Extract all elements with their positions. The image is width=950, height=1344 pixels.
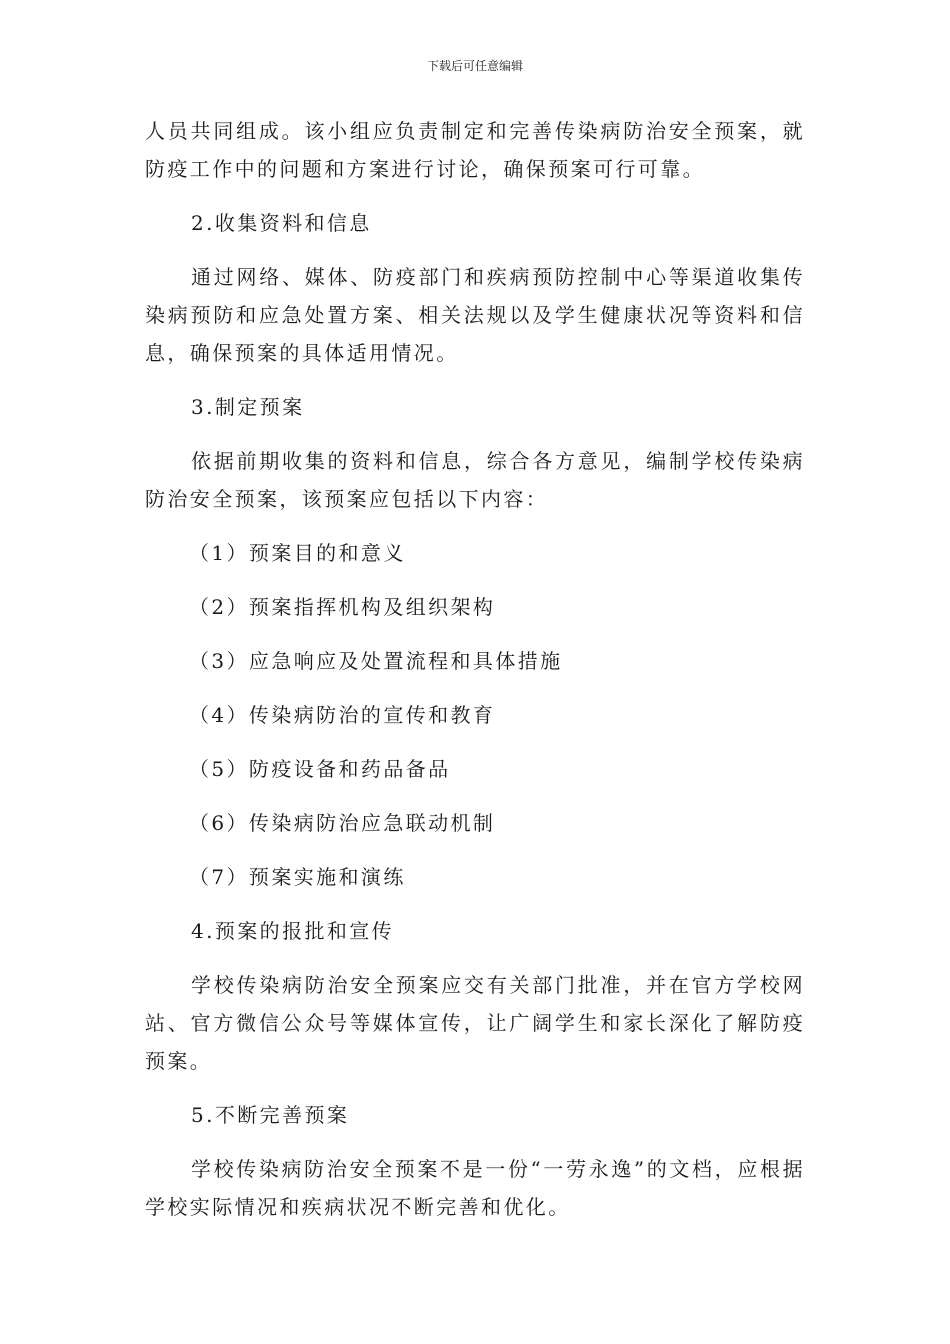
paragraph-approval: 学校传染病防治安全预案应交有关部门批准，并在官方学校网站、官方微信公众号等媒体宣传，让广阔学生和家长深化了解防疫预案。 xyxy=(145,973,805,1073)
list-item: （3）应急响应及处置流程和具体措施 xyxy=(189,649,563,673)
page-header: 下载后可任意编辑 xyxy=(426,59,523,73)
list-item: （5）防疫设备和药品备品 xyxy=(189,757,451,781)
section-heading-4: 4.预案的报批和宣传 xyxy=(191,919,395,943)
section-heading-3: 3.制定预案 xyxy=(191,395,305,419)
list-item: （2）预案指挥机构及组织架构 xyxy=(189,595,496,619)
paragraph-continuation: 人员共同组成。该小组应负责制定和完善传染病防治安全预案，就防疫工作中的问题和方案进行讨论，确保预案可行可靠。 xyxy=(145,119,805,181)
document-body xyxy=(145,112,805,1226)
list-item: （4）传染病防治的宣传和教育 xyxy=(189,703,496,727)
section-heading-2: 2.收集资料和信息 xyxy=(191,211,372,235)
paragraph-make-plan: 依据前期收集的资料和信息，综合各方意见，编制学校传染病防治安全预案，该预案应包括以下内容： xyxy=(145,449,805,511)
section-heading-5: 5.不断完善预案 xyxy=(191,1103,350,1127)
list-item: （1）预案目的和意义 xyxy=(189,541,406,565)
paragraph-collect-info: 通过网络、媒体、防疫部门和疾病预防控制中心等渠道收集传染病预防和应急处置方案、相关法规以及学生健康状况等资料和信息，确保预案的具体适用情况。 xyxy=(145,265,805,365)
list-item: （6）传染病防治应急联动机制 xyxy=(189,811,496,835)
paragraph-improve: 学校传染病防治安全预案不是一份“一劳永逸”的文档，应根据学校实际情况和疾病状况不断完善和优化。 xyxy=(145,1157,805,1219)
list-item: （7）预案实施和演练 xyxy=(189,865,406,889)
